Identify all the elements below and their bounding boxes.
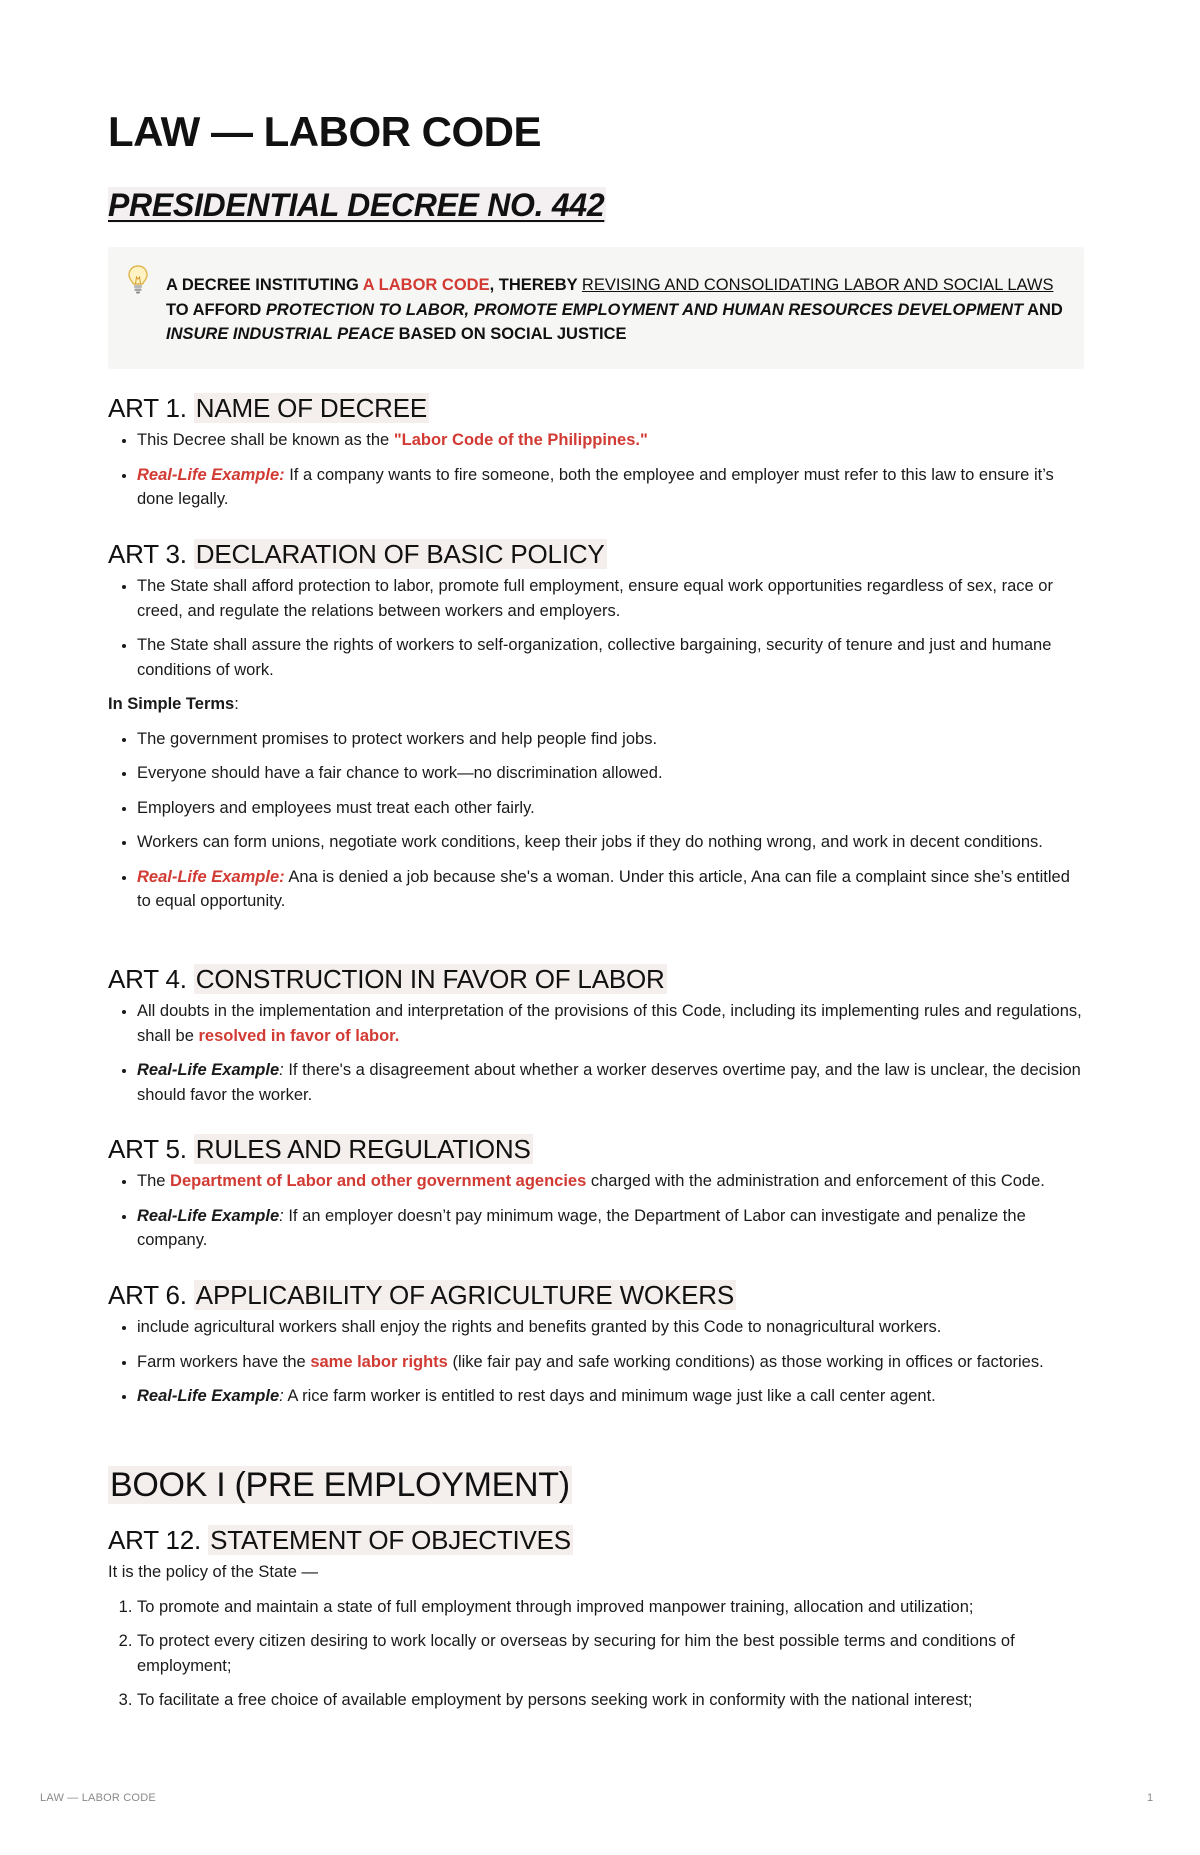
list-item: • Real-Life Example: Ana is denied a job because she's a woman. Under this article, Ana can file a complaint since she’s entitled to equal opportunity. — [137, 865, 1084, 914]
book-1-section — [108, 1465, 1084, 1505]
article-4-list — [108, 999, 1084, 1107]
article-12-intro: It is the policy of the State — — [108, 1563, 319, 1581]
list-item: • This Decree shall be known as the "Labor Code of the Philippines." — [137, 428, 1084, 453]
footer-title: LAW — LABOR CODE — [40, 1792, 156, 1804]
article-5-list — [108, 1169, 1084, 1253]
article-6-section — [108, 1279, 1084, 1419]
article-12-section — [108, 1524, 1084, 1723]
list-item: • Real-Life Example: If an employer doesn’t pay minimum wage, the Department of Labor can investigate and penalize the company. — [137, 1204, 1084, 1253]
simple-terms-list — [108, 727, 1084, 914]
list-item: • Real-Life Example: If a company wants to fire someone, both the employee and employer must refer to this law to ensure it’s done legally. — [137, 463, 1084, 512]
article-4-section — [108, 963, 1084, 1117]
list-item: • The State shall afford protection to labor, promote full employment, ensure equal work opportunities regardless of sex, race or creed, and regulate the relations between workers and employers. — [137, 574, 1084, 623]
article-6-list — [108, 1315, 1084, 1409]
list-item: 3. To facilitate a free choice of available employment by persons seeking work in conformity with the national interest; — [137, 1688, 1084, 1713]
book-1-heading: BOOK I (PRE EMPLOYMENT) — [110, 1466, 570, 1504]
simple-terms-label: In Simple Terms: — [108, 695, 239, 713]
lightbulb-icon — [126, 264, 150, 296]
decree-heading: PRESIDENTIAL DECREE NO. 442 — [108, 187, 605, 223]
article-1-heading: ART 1. NAME OF DECREE — [108, 393, 428, 423]
list-item: • Farm workers have the same labor rights (like fair pay and safe working conditions) as those working in offices or factories. — [137, 1350, 1084, 1375]
article-3-heading: ART 3. DECLARATION OF BASIC POLICY — [108, 539, 605, 569]
list-item: • All doubts in the implementation and interpretation of the provisions of this Code, including its implementing rules and regulations, shall be resolved in favor of labor. — [137, 999, 1084, 1048]
list-item: • Employers and employees must treat each other fairly. — [137, 796, 1084, 821]
list-item: • Real-Life Example: If there's a disagreement about whether a worker deserves overtime pay, and the law is unclear, the decision should favor the worker. — [137, 1058, 1084, 1107]
list-item: 1. To promote and maintain a state of full employment through improved manpower training, allocation and utilization; — [137, 1595, 1084, 1620]
article-1-list — [108, 428, 1084, 512]
article-12-heading: ART 12. STATEMENT OF OBJECTIVES — [108, 1525, 571, 1555]
list-item: 2. To protect every citizen desiring to work locally or overseas by securing for him the best possible terms and conditions of employment; — [137, 1629, 1084, 1678]
page-title: LAW — LABOR CODE — [108, 108, 541, 155]
list-item: • The government promises to protect workers and help people find jobs. — [137, 727, 1084, 752]
article-3-list — [108, 574, 1084, 682]
article-4-heading: ART 4. CONSTRUCTION IN FAVOR OF LABOR — [108, 964, 665, 994]
objectives-list — [108, 1595, 1084, 1713]
list-item: • Real-Life Example: A rice farm worker is entitled to rest days and minimum wage just like a call center agent. — [137, 1384, 1084, 1409]
article-3-section — [108, 538, 1084, 924]
list-item: • Workers can form unions, negotiate work conditions, keep their jobs if they do nothing wrong, and work in decent conditions. — [137, 830, 1084, 855]
article-1-section — [108, 392, 1084, 522]
callout-text: A DECREE INSTITUTING A LABOR CODE, THEREBY REVISING AND CONSOLIDATING LABOR AND SOCIAL LAWS TO AFFORD PROTECTION TO LABOR, PROMOTE EMPLOYMENT AND HUMAN RESOURCES DEVELOPMENT AND INSURE INDUSTRIAL PEACE BASED ON SOCIAL JUSTICE — [166, 276, 1063, 343]
decree-callout — [108, 247, 1084, 369]
article-5-heading: ART 5. RULES AND REGULATIONS — [108, 1134, 531, 1164]
article-5-section — [108, 1133, 1084, 1263]
list-item: • The State shall assure the rights of workers to self-organization, collective bargaining, security of tenure and just and humane conditions of work. — [137, 633, 1084, 682]
list-item: • include agricultural workers shall enjoy the rights and benefits granted by this Code to nonagricultural workers. — [137, 1315, 1084, 1340]
article-6-heading: ART 6. APPLICABILITY OF AGRICULTURE WOKERS — [108, 1280, 734, 1310]
list-item: • The Department of Labor and other government agencies charged with the administration and enforcement of this Code. — [137, 1169, 1084, 1194]
list-item: • Everyone should have a fair chance to work—no discrimination allowed. — [137, 761, 1084, 786]
page-number: 1 — [1147, 1792, 1154, 1804]
